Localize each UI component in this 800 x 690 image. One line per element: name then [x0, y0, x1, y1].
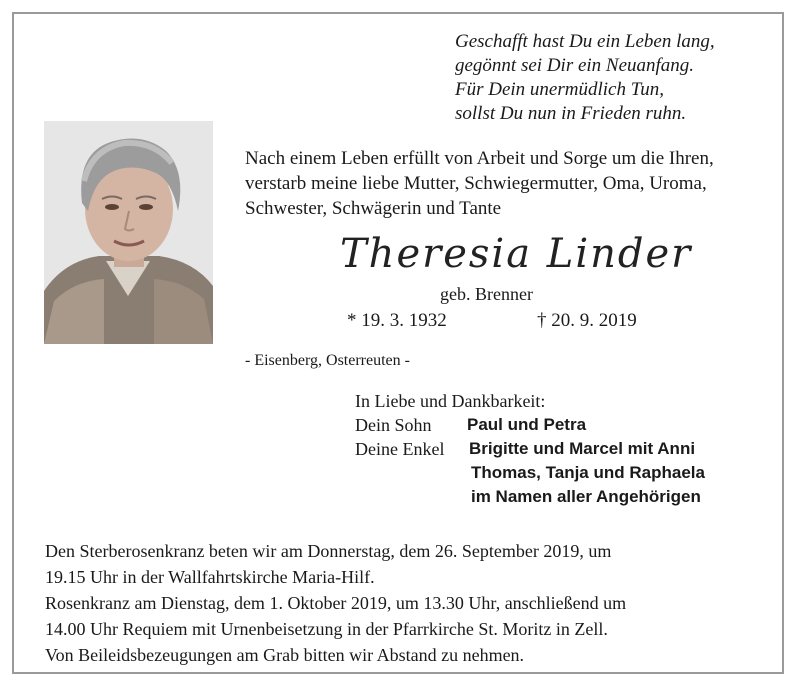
footer-line: Den Sterberosenkranz beten wir am Donnerstag, dem 26. September 2019, um: [45, 541, 612, 561]
intro-line: Schwester, Schwägerin und Tante: [245, 198, 502, 219]
intro-line: Nach einem Leben erfüllt von Arbeit und Sorge um die Ihren,: [245, 148, 714, 169]
portrait-image: [44, 121, 213, 344]
footer-line: 19.15 Uhr in der Wallfahrtskirche Maria-Hilf.: [45, 567, 375, 587]
poem-line: gegönnt sei Dir ein Neuanfang.: [455, 55, 695, 76]
poem-line: sollst Du nun in Frieden ruhn.: [455, 103, 687, 124]
place-line: - Eisenberg, Osterreuten -: [245, 352, 410, 369]
poem-line: Geschafft hast Du ein Leben lang,: [455, 31, 715, 52]
birth-date: * 19. 3. 1932: [347, 310, 447, 331]
closing-line: im Namen aller Angehörigen: [471, 487, 701, 506]
footer-line: Rosenkranz am Dienstag, dem 1. Oktober 2019, um 13.30 Uhr, anschließend um: [45, 593, 627, 613]
grandchildren-names: Thomas, Tanja und Raphaela: [471, 463, 705, 482]
grandchildren-label: Deine Enkel: [355, 439, 445, 459]
grandchildren-names: Brigitte und Marcel mit Anni: [469, 439, 696, 458]
footer-text: [45, 538, 626, 668]
portrait-photo: [44, 121, 213, 344]
family-heading: In Liebe und Dankbarkeit:: [355, 391, 546, 411]
poem-line: Für Dein unermüdlich Tun,: [455, 79, 664, 100]
footer-line: Von Beileidsbezeugungen am Grab bitten wir Abstand zu nehmen.: [45, 645, 525, 665]
son-label: Dein Sohn: [355, 415, 432, 435]
footer-line: 14.00 Uhr Requiem mit Urnenbeisetzung in der Pfarrkirche St. Moritz in Zell.: [45, 619, 608, 639]
deceased-name: Theresia Linder: [340, 231, 693, 277]
death-date: † 20. 9. 2019: [537, 310, 637, 331]
son-names: Paul und Petra: [467, 415, 587, 434]
intro-line: verstarb meine liebe Mutter, Schwiegermutter, Oma, Uroma,: [245, 173, 707, 194]
born-name: geb. Brenner: [440, 284, 533, 304]
intro-text: [245, 146, 714, 221]
poem: [455, 30, 715, 126]
